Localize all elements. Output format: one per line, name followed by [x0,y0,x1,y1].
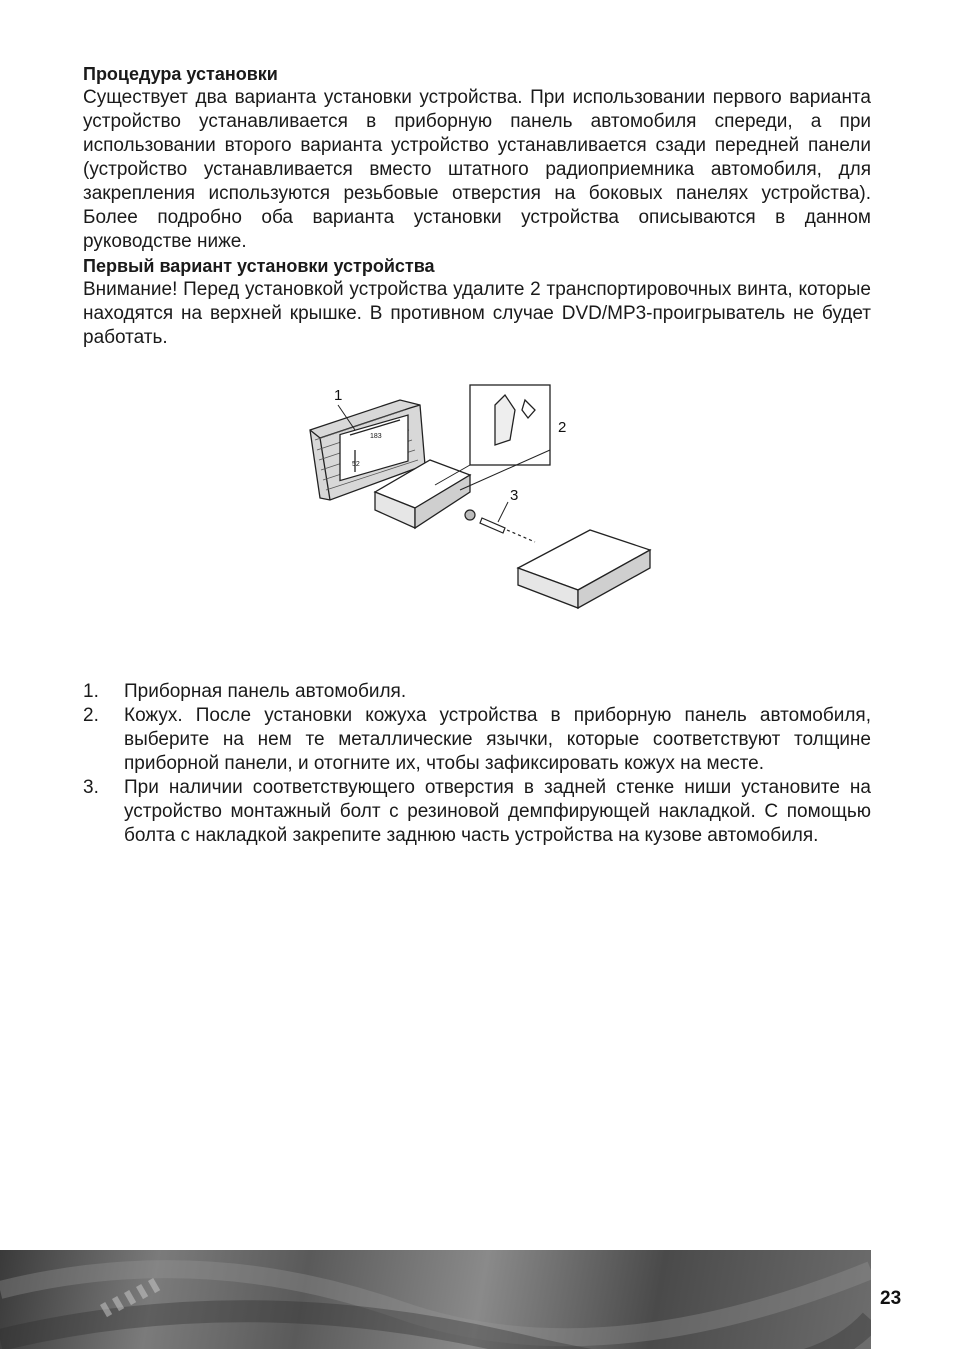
installation-diagram-svg [300,380,670,620]
list-item-text: Приборная панель автомобиля. [124,681,407,702]
list-item [83,704,871,776]
callout-3: 3 [510,487,519,504]
installation-diagram [300,380,670,620]
callout-1: 1 [334,387,343,404]
mounting-bolt [465,502,535,542]
section-heading-installation: Процедура установки [83,64,278,84]
list-item-number: 2. [83,705,99,726]
list-item [83,680,871,704]
list-item-text: При наличии соответствующего отверстия в задней стенке ниши установите на устройство монтажный болт с резиновой демпфирующей накладкой. С помощью болта с накладкой закрепите заднюю часть устройства на кузове автомобиля. [124,777,871,846]
parts-list [83,680,871,848]
warning-paragraph: Внимание! Перед установкой устройства удалите 2 транспортировочных винта, которые находятся на верхней крышке. В противном случае DVD/MP3-проигрыватель не будет работать. [83,279,871,348]
footer-decoration-svg [0,1250,871,1349]
list-item-number: 3. [83,777,99,798]
list-item-number: 1. [83,681,99,702]
head-unit [518,530,650,608]
dimension-width-label: 183 [370,433,382,440]
callout-2: 2 [558,419,567,436]
page-number: 23 [880,1288,902,1309]
dimension-height-label: 52 [352,461,360,468]
list-item [83,776,871,848]
main-content [83,62,871,350]
installation-paragraph: Существует два варианта установки устройства. При использовании первого варианта устройство устанавливается в приборную панель автомобиля спереди, а при использовании второго варианта устройство устанавливается сзади передней панели (устройство устанавливается вместо штатного радиоприемника автомобиля, для закрепления используются резьбовые отверстия на боковых панелях устройства). Более подробно оба варианта установки устройства описываются в данном руководстве ниже. [83,87,871,252]
section-heading-first-variant: Первый вариант установки устройства [83,256,435,276]
footer-decorative-band [0,1250,871,1349]
list-item-text: Кожух. После установки кожуха устройства в приборную панель автомобиля, выберите на нем те металлические язычки, которые соответствуют толщине приборной панели, и отогните их, чтобы зафиксировать кожух на месте. [124,705,871,774]
